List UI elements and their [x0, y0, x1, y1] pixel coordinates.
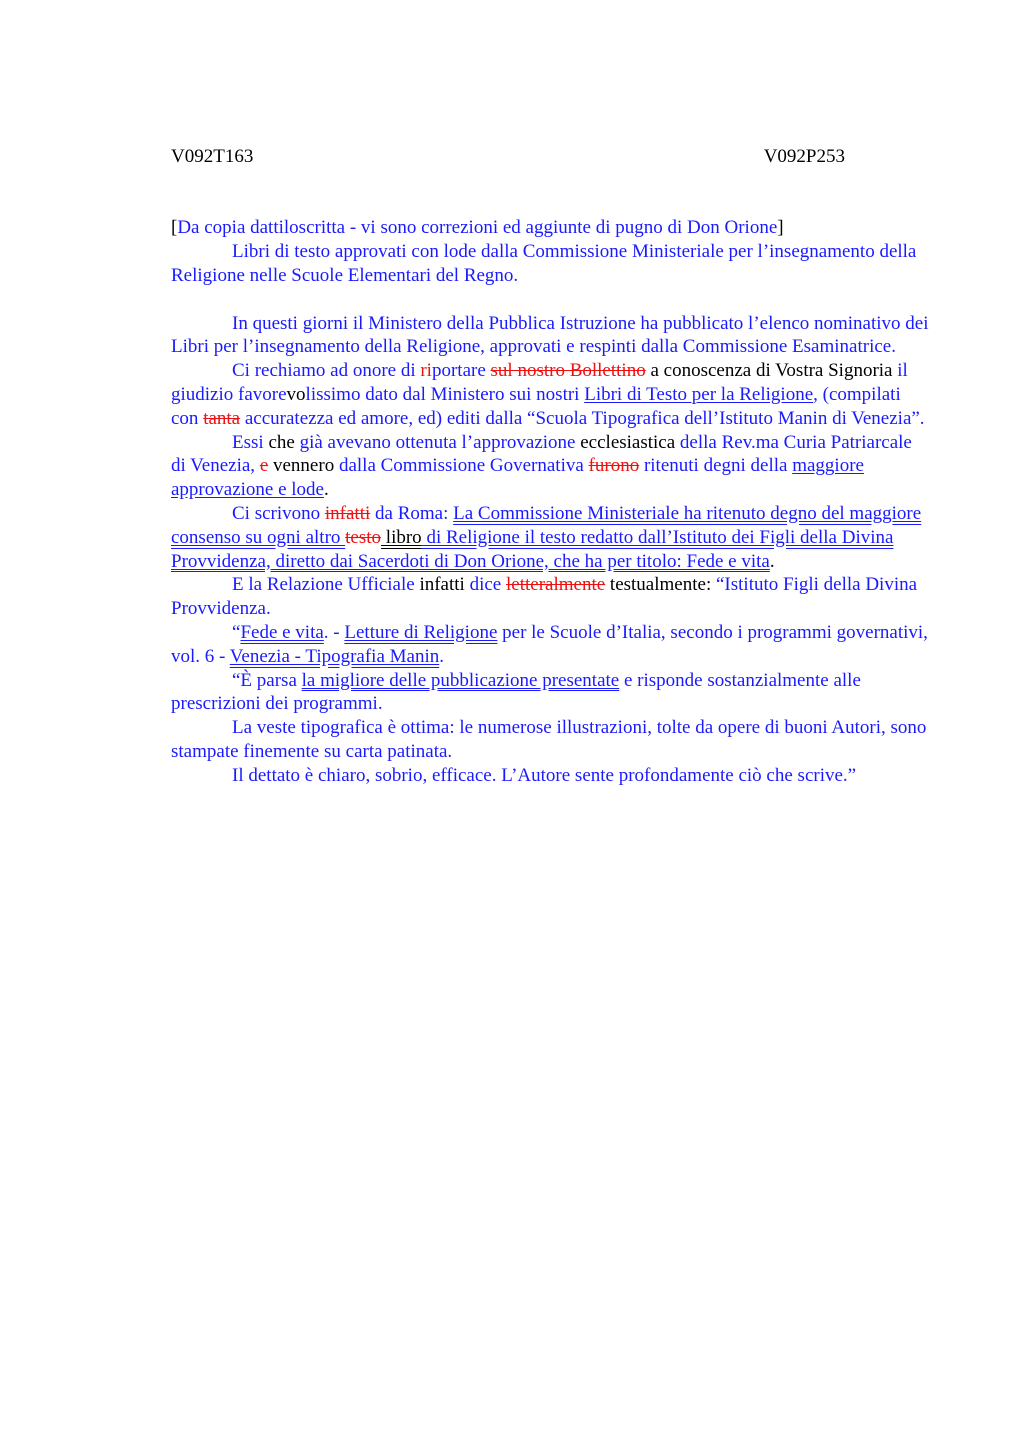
p3-span: dalla Commissione Governativa — [338, 455, 589, 477]
p6-span: “ — [232, 621, 241, 643]
p3-span-original: che — [263, 431, 300, 453]
p6-span-double-underlined: Fede e vita — [240, 621, 324, 643]
p3-span: della Rev.ma Curia Patriarcale di Venezia, — [171, 431, 912, 477]
p4-span-original: . — [769, 550, 775, 572]
p7-span: “È parsa — [232, 669, 302, 691]
p2-span-correction: ri — [420, 360, 432, 382]
p4-span-double-underlined: La Commissione Ministeriale ha ritenuto degno del maggiore consenso su ogni altro — [171, 502, 922, 548]
p6-span: . - — [323, 621, 345, 643]
p3-span-original: ecclesiastica — [580, 431, 680, 453]
paragraph-7 — [171, 669, 931, 717]
p4-span-deleted: infatti — [324, 502, 371, 524]
document-code-right: V092P253 — [763, 146, 845, 167]
p3-span-original: vennero — [268, 455, 339, 477]
article-body — [171, 312, 931, 788]
p4-span-original-underlined: libro — [381, 526, 422, 548]
p4-span: da Roma: — [370, 502, 454, 524]
p7-span: e risponde sostanzialmente alle prescrizioni dei programmi. — [171, 669, 861, 715]
paragraph-5 — [171, 573, 931, 621]
p2-span: accuratezza ed amore, ed) editi dalla “Scuola Tipografica dell’Istituto Manin di Venezia”. — [240, 407, 925, 429]
paragraph-3 — [171, 431, 931, 502]
document-code-left: V092T163 — [171, 146, 254, 167]
paragraph-8: La veste tipografica è ottima: le numerose illustrazioni, tolte da opere di buoni Autori, sono stampate finemente su carta patinata. — [171, 717, 927, 762]
p2-span: il giudizio favore — [171, 360, 908, 405]
p4-span-double-underlined: di Religione il testo redatto dall’Istituto dei Figli della Divina Provvidenza, diretto dai Sacerdoti di Don Orione, che ha per titolo: Fede e vita — [171, 526, 894, 572]
p5-span-original: infatti — [414, 574, 470, 596]
p3-span: già avevano ottenuta l’approvazione — [299, 431, 581, 453]
p3-span-original: . — [323, 479, 329, 501]
p5-span-original: testualmente: — [605, 574, 716, 596]
p2-span-original: vo — [286, 383, 306, 405]
p5-span: E la Relazione Ufficiale — [232, 574, 415, 596]
p6-span-double-underlined: Venezia - Tipografia Manin — [229, 645, 440, 667]
p2-span-underlined: Libri di Testo per la Religione — [584, 383, 814, 405]
p3-span-underlined: maggiore approvazione e lode — [171, 455, 864, 501]
p3-span: ritenuti degni della — [639, 455, 793, 477]
p2-span-deleted: sul nostro Bollettino — [490, 360, 646, 382]
note-open-bracket: [ — [171, 217, 178, 238]
p2-span: , (compilati con — [171, 383, 901, 429]
note-close-bracket: ] — [777, 217, 784, 238]
article-title: Libri di testo approvati con lode dalla Commissione Ministeriale per l’insegnamento della Religione nelle Scuole Elementari del Regno. — [171, 241, 917, 286]
p7-span-double-underlined: la migliore delle pubblicazione presentate — [301, 669, 620, 691]
p3-span: Essi — [232, 431, 264, 453]
p5-span-deleted: letteralmente — [506, 574, 606, 596]
document-page — [171, 145, 931, 788]
p6-span: per le Scuole d’Italia, secondo i programmi governativi, vol. 6 - — [171, 621, 928, 667]
p5-span: “Istituto Figli della Divina Provvidenza. — [171, 574, 918, 620]
p2-span: Ci rechiamo ad onore di — [232, 360, 421, 382]
p2-span: lissimo dato dal Ministero sui nostri — [305, 383, 585, 405]
paragraph-9: Il dettato è chiaro, sobrio, efficace. L’Autore sente profondamente ciò che scrive.” — [232, 764, 857, 786]
p6-span-double-underlined: Letture di Religione — [344, 621, 498, 643]
p2-span-deleted: tanta — [203, 407, 241, 429]
p6-span: . — [439, 645, 444, 667]
p2-span: portare — [431, 360, 491, 382]
paragraph-6 — [171, 621, 931, 669]
p3-span-deleted: furono — [588, 455, 640, 477]
p3-span-deleted: e — [259, 455, 269, 477]
p5-span: dice — [469, 574, 506, 596]
p4-span: Ci scrivono — [232, 502, 325, 524]
p2-span-original: a conoscenza di Vostra Signoria — [645, 360, 893, 382]
paragraph-2 — [171, 359, 931, 430]
paragraph-1: In questi giorni il Ministero della Pubblica Istruzione ha pubblicato l’elenco nominativo dei Libri per l’insegnamento della Religione, approvati e respinti dalla Commissione Esaminatrice. — [171, 312, 929, 358]
note-text: Da copia dattiloscritta - vi sono correzioni ed aggiunte di pugno di Don Orione — [177, 217, 778, 238]
paragraph-4 — [171, 502, 931, 573]
page-header — [171, 145, 845, 169]
editorial-note — [171, 216, 931, 240]
p4-span-deleted: testo — [345, 526, 382, 548]
